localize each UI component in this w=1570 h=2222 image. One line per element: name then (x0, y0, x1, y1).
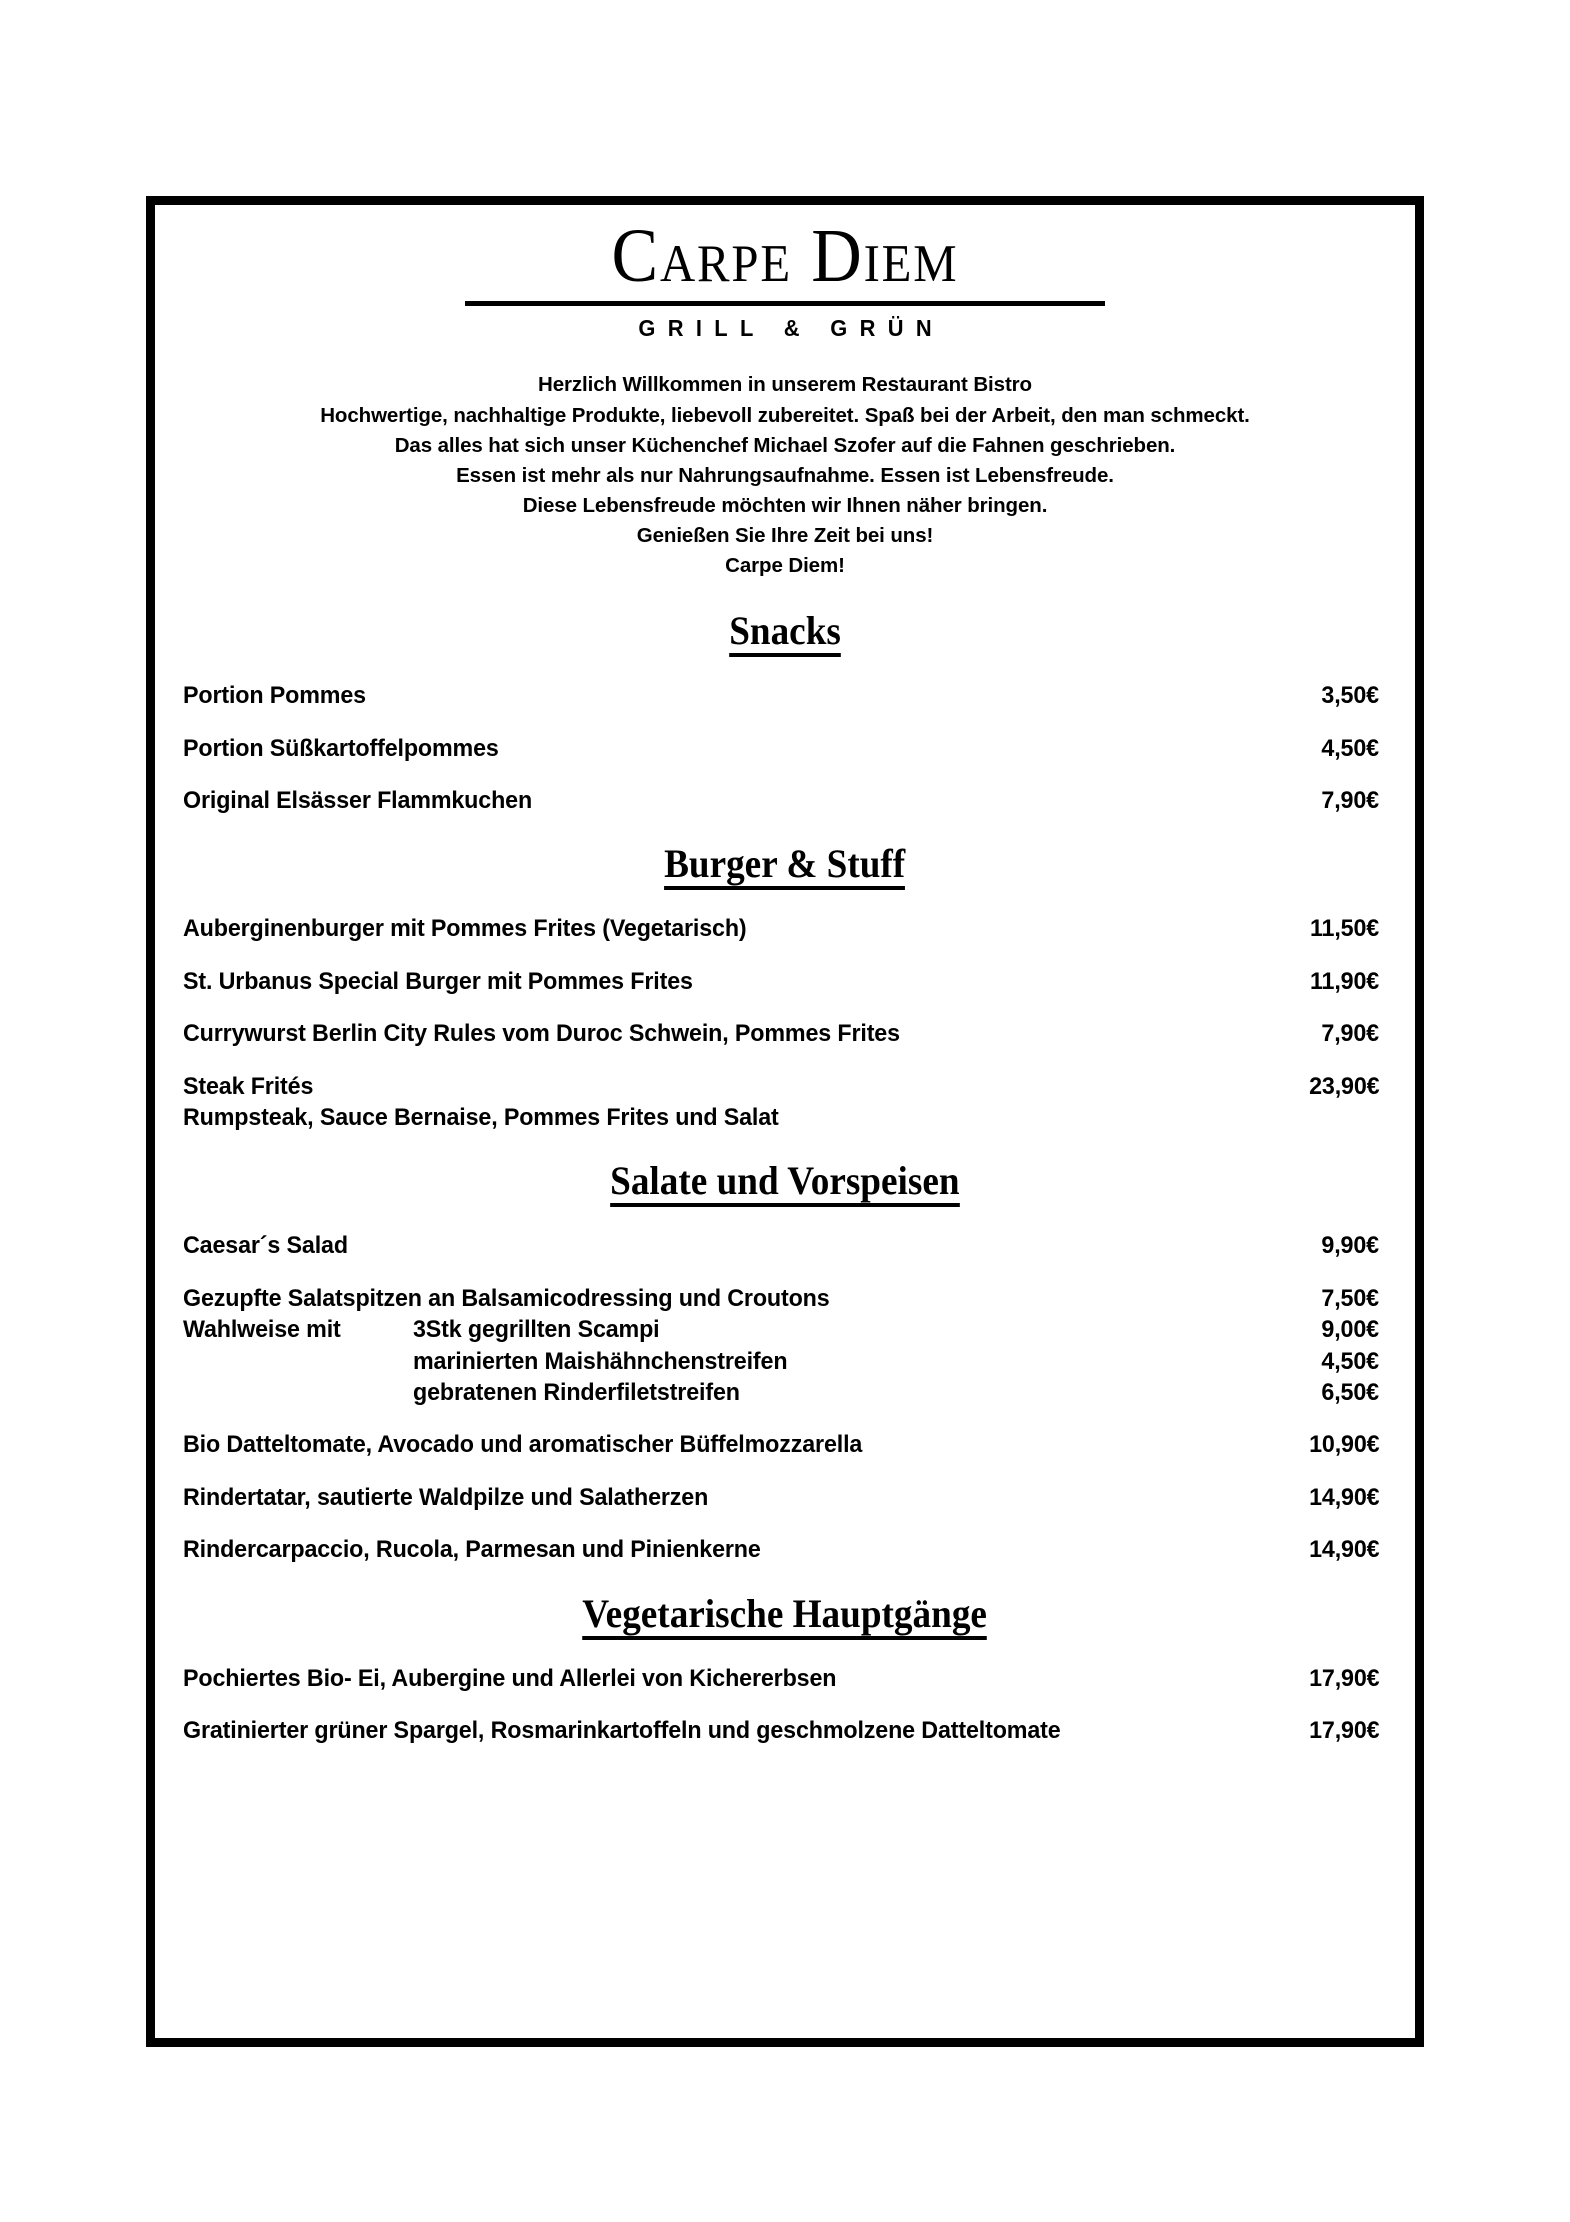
welcome-line: Essen ist mehr als nur Nahrungsaufnahme. Essen ist Lebensfreude. (456, 463, 1114, 487)
welcome-line: Carpe Diem! (725, 554, 845, 578)
item-price: 14,90€ (1309, 1483, 1380, 1511)
section-header-burger-and-stuff (183, 841, 1387, 890)
option-name: 3Stk gegrillten Scampi (413, 1316, 660, 1344)
section-header-salate-und-vorspeisen (183, 1158, 1387, 1207)
item-name: Rindercarpaccio, Rucola, Parmesan und Pinienkerne (183, 1536, 761, 1564)
menu-row (183, 682, 1387, 709)
item-price: 7,90€ (1321, 787, 1380, 815)
item-price: 11,90€ (1310, 967, 1380, 995)
section-header-vegetarische-hauptgaenge (183, 1590, 1387, 1640)
item-name: Currywurst Berlin City Rules vom Duroc Schwein, Pommes Frites (183, 1020, 900, 1048)
logo-title: Carpe Diem (611, 214, 959, 298)
section-title: Vegetarische Hauptgänge (583, 1594, 988, 1640)
item-name: Portion Süßkartoffelpommes (183, 734, 499, 762)
welcome-line: Diese Lebensfreude möchten wir Ihnen näher bringen. (522, 493, 1048, 517)
option-name: gebratenen Rinderfiletstreifen (413, 1378, 740, 1406)
option-price: 4,50€ (1321, 1347, 1380, 1375)
menu-row (183, 1285, 1387, 1312)
item-price: 17,90€ (1309, 1664, 1380, 1692)
option-price: 6,50€ (1321, 1378, 1380, 1406)
item-price: 11,50€ (1310, 915, 1380, 943)
item-description: Rumpsteak, Sauce Bernaise, Pommes Frites und Salat (183, 1104, 779, 1131)
option-name: marinierten Maishähnchenstreifen (413, 1347, 788, 1375)
logo-subtitle: GRILL & GRÜN (638, 315, 944, 342)
menu-row (183, 1431, 1387, 1458)
item-price: 4,50€ (1321, 734, 1380, 762)
item-name: St. Urbanus Special Burger mit Pommes Frites (183, 967, 693, 995)
options-row (183, 1379, 1387, 1406)
menu-row (183, 787, 1387, 814)
item-name: Gratinierter grüner Spargel, Rosmarinkartoffeln und geschmolzene Datteltomate (183, 1716, 1061, 1744)
section-title: Salate und Vorspeisen (610, 1161, 959, 1207)
options-row (183, 1316, 1387, 1343)
welcome-line: Herzlich Willkommen in unserem Restaurant Bistro (538, 373, 1032, 397)
item-price: 14,90€ (1309, 1536, 1380, 1564)
item-name: Steak Frités (183, 1072, 314, 1100)
welcome-line: Genießen Sie Ihre Zeit bei uns! (636, 524, 934, 548)
menu-card (146, 196, 1424, 2047)
welcome-line: Hochwertige, nachhaltige Produkte, liebevoll zubereitet. Spaß bei der Arbeit, den man schmeckt. (320, 403, 1250, 427)
welcome-line: Das alles hat sich unser Küchenchef Michael Szofer auf die Fahnen geschrieben. (394, 433, 1176, 457)
menu-row (183, 1020, 1387, 1047)
item-price: 23,90€ (1309, 1072, 1380, 1100)
menu-row (183, 1232, 1387, 1259)
option-price: 9,00€ (1321, 1316, 1380, 1344)
welcome-text (183, 370, 1387, 581)
item-price: 17,90€ (1309, 1716, 1380, 1744)
options-row (183, 1348, 1387, 1375)
item-price: 3,50€ (1321, 682, 1380, 710)
item-price: 7,50€ (1321, 1284, 1380, 1312)
menu-row (183, 1717, 1387, 1744)
item-name: Rindertatar, sautierte Waldpilze und Salatherzen (183, 1483, 709, 1511)
options-lead-label: Wahlweise mit (183, 1316, 341, 1344)
item-name: Caesar´s Salad (183, 1232, 348, 1260)
menu-row (183, 1665, 1387, 1692)
item-name: Auberginenburger mit Pommes Frites (Vegetarisch) (183, 915, 747, 943)
menu-row (183, 1484, 1387, 1511)
menu-row (183, 915, 1387, 942)
item-name: Portion Pommes (183, 682, 366, 710)
menu-row (183, 1536, 1387, 1563)
item-price: 10,90€ (1309, 1431, 1380, 1459)
section-title: Burger & Stuff (664, 844, 905, 890)
menu-row (183, 1073, 1387, 1100)
item-price: 7,90€ (1321, 1020, 1380, 1048)
menu-row-description (183, 1104, 1387, 1131)
menu-row (183, 735, 1387, 762)
restaurant-logo (183, 205, 1387, 342)
logo-divider-rule (465, 301, 1105, 306)
item-name: Gezupfte Salatspitzen an Balsamicodressing und Croutons (183, 1284, 830, 1312)
item-name: Bio Datteltomate, Avocado und aromatischer Büffelmozzarella (183, 1431, 863, 1459)
menu-row (183, 968, 1387, 995)
section-title: Snacks (729, 611, 841, 657)
item-name: Pochiertes Bio- Ei, Aubergine und Allerlei von Kichererbsen (183, 1664, 837, 1692)
item-price: 9,90€ (1321, 1232, 1380, 1260)
item-name: Original Elsässer Flammkuchen (183, 787, 533, 815)
section-header-snacks (183, 608, 1387, 657)
